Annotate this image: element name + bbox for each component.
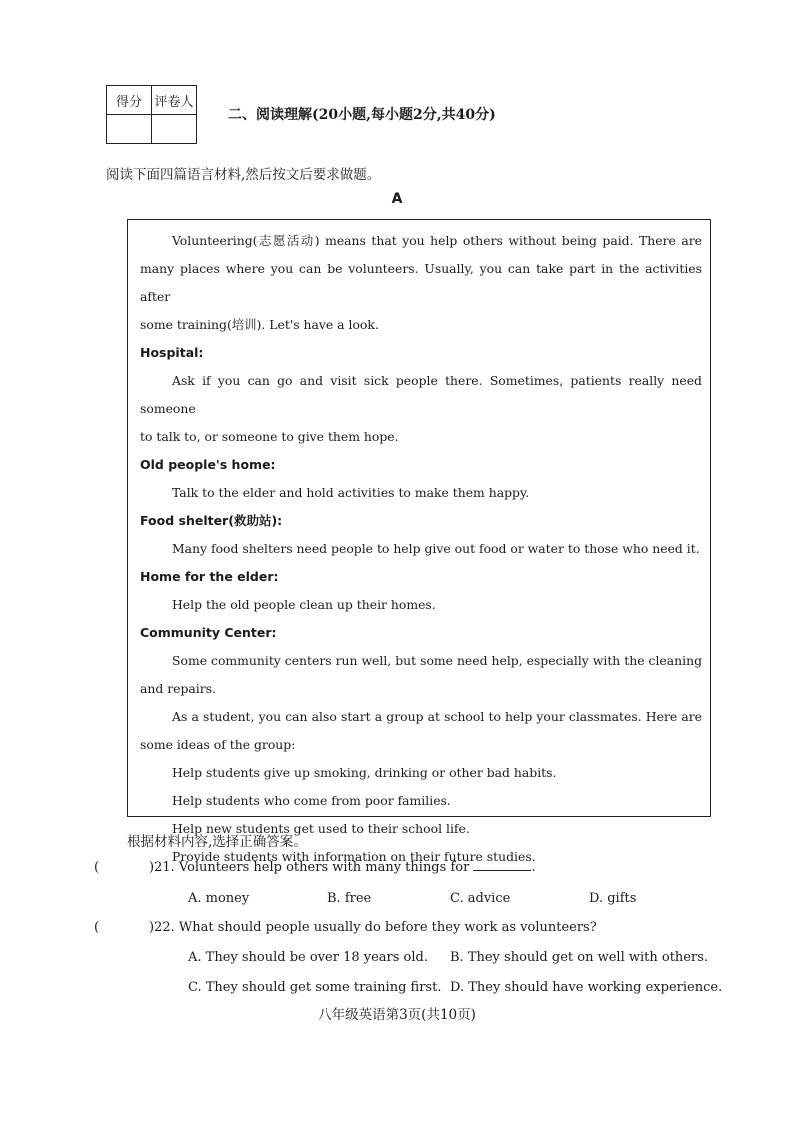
passage-letter: A [391, 191, 403, 207]
passage-line: Volunteering(志愿活动) means that you help others without being paid. There are [172, 233, 702, 248]
passage-line: Help the old people clean up their homes. [172, 597, 436, 612]
idea-line: Help students give up smoking, drinking or other bad habits. [172, 765, 557, 780]
food-shelter-heading: Food shelter(救助站): [140, 513, 283, 528]
passage-line: Talk to the elder and hold activities to make them happy. [172, 485, 530, 500]
community-center-heading: Community Center: [140, 625, 277, 640]
passage-line: As a student, you can also start a group at school to help your classmates. Here are [172, 709, 702, 724]
option: B. They should get on well with others. [450, 950, 709, 965]
option: C. advice [450, 891, 511, 906]
answer-bracket: ( [94, 860, 100, 875]
elder-home-heading: Home for the elder: [140, 569, 279, 584]
score-label: 得分 [107, 86, 152, 115]
grader-cell [152, 115, 197, 144]
choose-instruction: 根据材料内容,选择正确答案。 [127, 834, 307, 850]
section-title: 二、阅读理解(20小题,每小题2分,共40分) [228, 107, 496, 123]
option: A. money [188, 891, 250, 906]
option: D. gifts [589, 891, 637, 906]
question-stem: )22. What should people usually do before they work as volunteers? [149, 920, 597, 935]
idea-line: Help students who come from poor families. [172, 793, 451, 808]
page-footer: 八年级英语第3页(共10页) [318, 1007, 476, 1023]
option: C. They should get some training first. [188, 980, 442, 995]
idea-line: Provide students with information on their future studies. [172, 849, 536, 864]
reading-instruction: 阅读下面四篇语言材料,然后按文后要求做题。 [106, 167, 381, 183]
old-home-heading: Old people's home: [140, 457, 276, 472]
passage-line: Some community centers run well, but some need help, especially with the cleaning [172, 653, 702, 668]
passage-line: Ask if you can go and visit sick people there. Sometimes, patients really need someone [140, 373, 702, 416]
option: D. They should have working experience. [450, 980, 723, 995]
hospital-heading: Hospital: [140, 345, 204, 360]
passage-line: some ideas of the group: [140, 737, 296, 752]
question-21 [94, 860, 536, 875]
passage-line: and repairs. [140, 681, 216, 696]
passage-line: Many food shelters need people to help give out food or water to those who need it. [172, 541, 700, 556]
option: A. They should be over 18 years old. [188, 950, 428, 965]
answer-blank [473, 860, 531, 871]
score-cell [107, 115, 152, 144]
question-22 [94, 920, 597, 935]
passage-line: many places where you can be volunteers. Usually, you can take part in the activities after [140, 261, 702, 304]
idea-line: Help new students get used to their school life. [172, 821, 470, 836]
score-box [106, 85, 197, 144]
passage-line: some training(培训). Let's have a look. [140, 317, 379, 332]
question-stem: )21. Volunteers help others with many things for [149, 860, 474, 875]
grader-label: 评卷人 [152, 86, 197, 115]
passage-line: to talk to, or someone to give them hope. [140, 429, 399, 444]
question-stem-end: . [531, 860, 536, 875]
option: B. free [327, 891, 372, 906]
answer-bracket: ( [94, 920, 100, 935]
